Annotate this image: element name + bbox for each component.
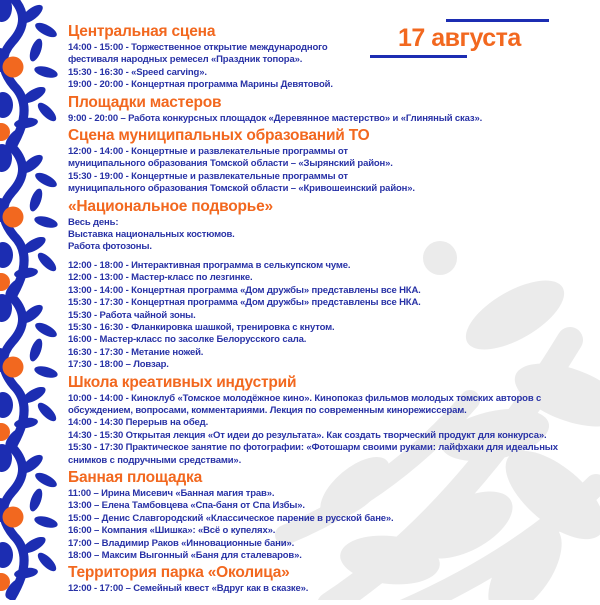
section-title: Школа креативных индустрий [68, 373, 297, 391]
schedule-section [68, 129, 588, 196]
schedule-line: 11:00 – Ирина Мисевич «Банная магия трав». [68, 487, 275, 499]
schedule-section [68, 468, 588, 562]
date-label: 17 августа [398, 24, 521, 52]
schedule-line: 15:00 – Денис Славгородский «Классическое парение в русской бане». [68, 512, 394, 524]
schedule-line: 14:00 - 15:00 - Торжественное открытие международного [68, 42, 328, 53]
schedule-line: 15:30 - Работа чайной зоны. [68, 309, 196, 321]
schedule-line: 18:00 – Максим Выгонный «Баня для сталеваров». [68, 550, 302, 561]
section-title: Территория парка «Околица» [68, 564, 290, 582]
schedule-line: 16:00 - Мастер-класс по засолке Белорусского сала. [68, 334, 307, 346]
schedule-line: снимков с подручными средствами». [68, 454, 242, 466]
schedule-line: 17:00 – Владимир Раков «Инновационные бани». [68, 537, 295, 549]
schedule-section [68, 373, 588, 467]
schedule-line: муниципального образования Томской области – «Зырянский район». [68, 158, 393, 170]
schedule-line: 9:00 - 20:00 – Работа конкурсных площадок «Деревянное мастерство» и «Глиняный сказ». [68, 112, 483, 124]
schedule-line: 15:30 - 17:30 - Концертная программа «Дом дружбы» представлены все НКА. [68, 297, 421, 309]
schedule-line: 12:00 - 17:00 – Семейный квест «Вдруг как в сказке». [68, 583, 309, 595]
schedule-line: 15:30 - 16:30 - Фланкировка шашкой, тренировка с кнутом. [68, 321, 335, 333]
schedule-section [68, 197, 588, 372]
schedule-section [68, 93, 588, 125]
schedule-line: 15:30 - 19:00 - Концертные и развлекательные программы от [68, 170, 348, 182]
schedule-content [68, 21, 588, 596]
schedule-line: 19:00 - 20:00 - Концертная программа Марины Девятовой. [68, 79, 333, 91]
section-title: Сцена муниципальных образований ТО [68, 127, 370, 145]
schedule-line: 10:00 - 14:00 - Киноклуб «Томское молодёжное кино». Кинопоказ фильмов молодых томских авторов с [68, 392, 542, 404]
schedule-line: Работа фотозоны. [68, 241, 152, 253]
schedule-section [68, 566, 588, 595]
section-title: Банная площадка [68, 468, 203, 486]
schedule-line: муниципального образования Томской области – «Кривошеинский район». [68, 183, 415, 195]
section-title: Площадки мастеров [68, 93, 222, 111]
schedule-line: 12:00 - 14:00 - Концертные и развлекательные программы от [68, 146, 348, 158]
section-title: «Национальное подворье» [68, 197, 273, 215]
schedule-line: 15:30 - 17:30 Практическое занятие по фотографии: «Фотошарм своими руками: лайфхаки для идеальных [68, 442, 558, 454]
schedule-line: 17:30 - 18:00 – Ловзар. [68, 359, 169, 371]
schedule-line: 14:30 - 15:30 Открытая лекция «От идеи до результата». Как создать творческий продукт для конкурса». [68, 429, 547, 441]
schedule-line: 16:00 – Компания «Шишка»: «Всё о купелях». [68, 525, 276, 537]
folk-vine-ornament-border [0, 0, 65, 600]
schedule-line: 12:00 - 13:00 - Мастер-класс по лезгинке. [68, 272, 253, 284]
schedule-line: Выставка национальных костюмов. [68, 229, 235, 241]
schedule-line: 12:00 - 18:00 - Интерактивная программа в селькупском чуме. [68, 259, 351, 271]
schedule-line: 16:30 - 17:30 - Метание ножей. [68, 346, 204, 358]
schedule-section [68, 25, 588, 92]
schedule-line: 15:30 - 16:30 - «Speed carving». [68, 66, 207, 78]
schedule-line: 13:00 – Елена Тамбовцева «Спа-баня от Спа Избы». [68, 500, 305, 512]
schedule-line: 14:00 - 14:30 Перерыв на обед. [68, 417, 209, 429]
schedule-line: 13:00 - 14:00 - Концертная программа «Дом дружбы» представлены все НКА. [68, 284, 421, 296]
section-title: Центральная сцена [68, 23, 216, 40]
schedule-line: фестиваля народных ремесел «Праздник топора». [68, 54, 303, 66]
schedule-line: Весь день: [68, 216, 119, 228]
schedule-line: обсуждением, вопросами, комментариями. Лекция по современным кинорежиссерам. [68, 404, 467, 416]
